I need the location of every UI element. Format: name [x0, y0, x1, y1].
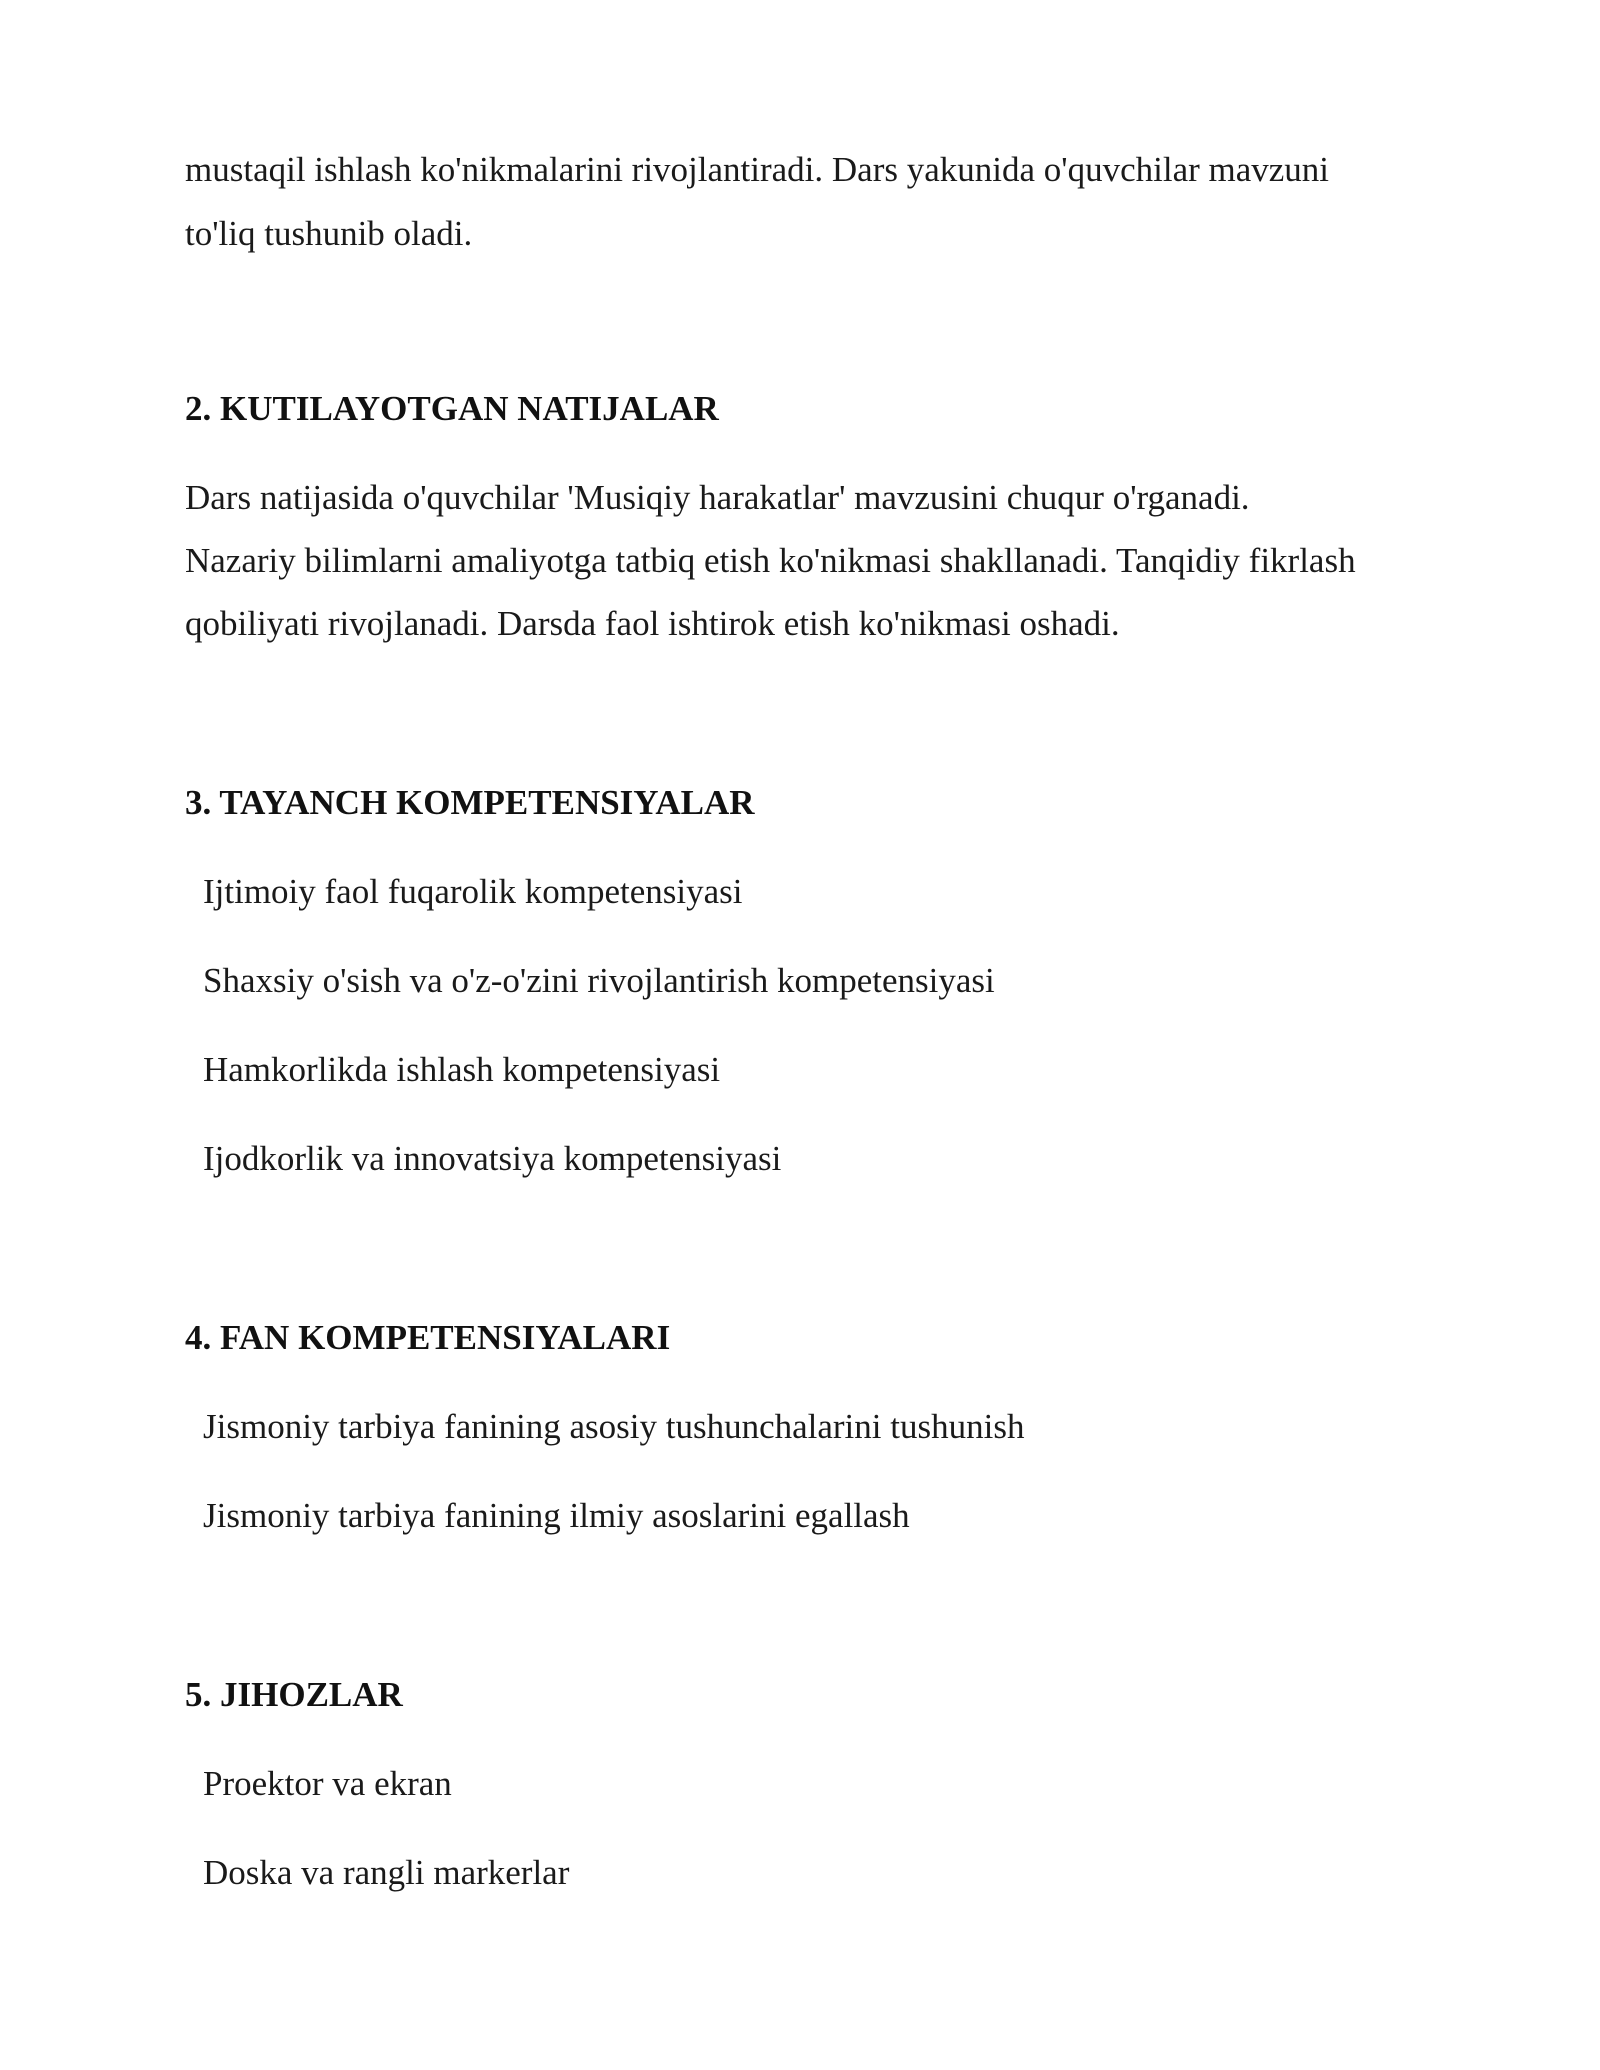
section-heading-equipment: 5. JIHOZLAR	[185, 1675, 403, 1714]
list-item: Jismoniy tarbiya fanining asosiy tushunchalarini tushunish	[203, 1407, 1025, 1446]
intro-line: to'liq tushunib oladi.	[185, 214, 473, 253]
list-item: Ijodkorlik va innovatsiya kompetensiyasi	[203, 1139, 782, 1178]
paragraph-line: Nazariy bilimlarni amaliyotga tatbiq etish ko'nikmasi shakllanadi. Tanqidiy fikrlash	[185, 541, 1356, 580]
section-heading-expected-results: 2. KUTILAYOTGAN NATIJALAR	[185, 389, 719, 428]
section-heading-core-competencies: 3. TAYANCH KOMPETENSIYALAR	[185, 783, 755, 822]
list-item: Proektor va ekran	[203, 1764, 452, 1803]
intro-line: mustaqil ishlash ko'nikmalarini rivojlantiradi. Dars yakunida o'quvchilar mavzuni	[185, 150, 1330, 189]
list-item: Ijtimoiy faol fuqarolik kompetensiyasi	[203, 872, 743, 911]
list-item: Doska va rangli markerlar	[203, 1853, 570, 1892]
paragraph-line: qobiliyati rivojlanadi. Darsda faol ishtirok etish ko'nikmasi oshadi.	[185, 604, 1120, 643]
list-item: Shaxsiy o'sish va o'z-o'zini rivojlantirish kompetensiyasi	[203, 961, 995, 1000]
section-heading-subject-competencies: 4. FAN KOMPETENSIYALARI	[185, 1318, 671, 1357]
list-item: Hamkorlikda ishlash kompetensiyasi	[203, 1050, 721, 1089]
paragraph-line: Dars natijasida o'quvchilar 'Musiqiy harakatlar' mavzusini chuqur o'rganadi.	[185, 478, 1250, 517]
list-item: Jismoniy tarbiya fanining ilmiy asoslarini egallash	[203, 1496, 910, 1535]
